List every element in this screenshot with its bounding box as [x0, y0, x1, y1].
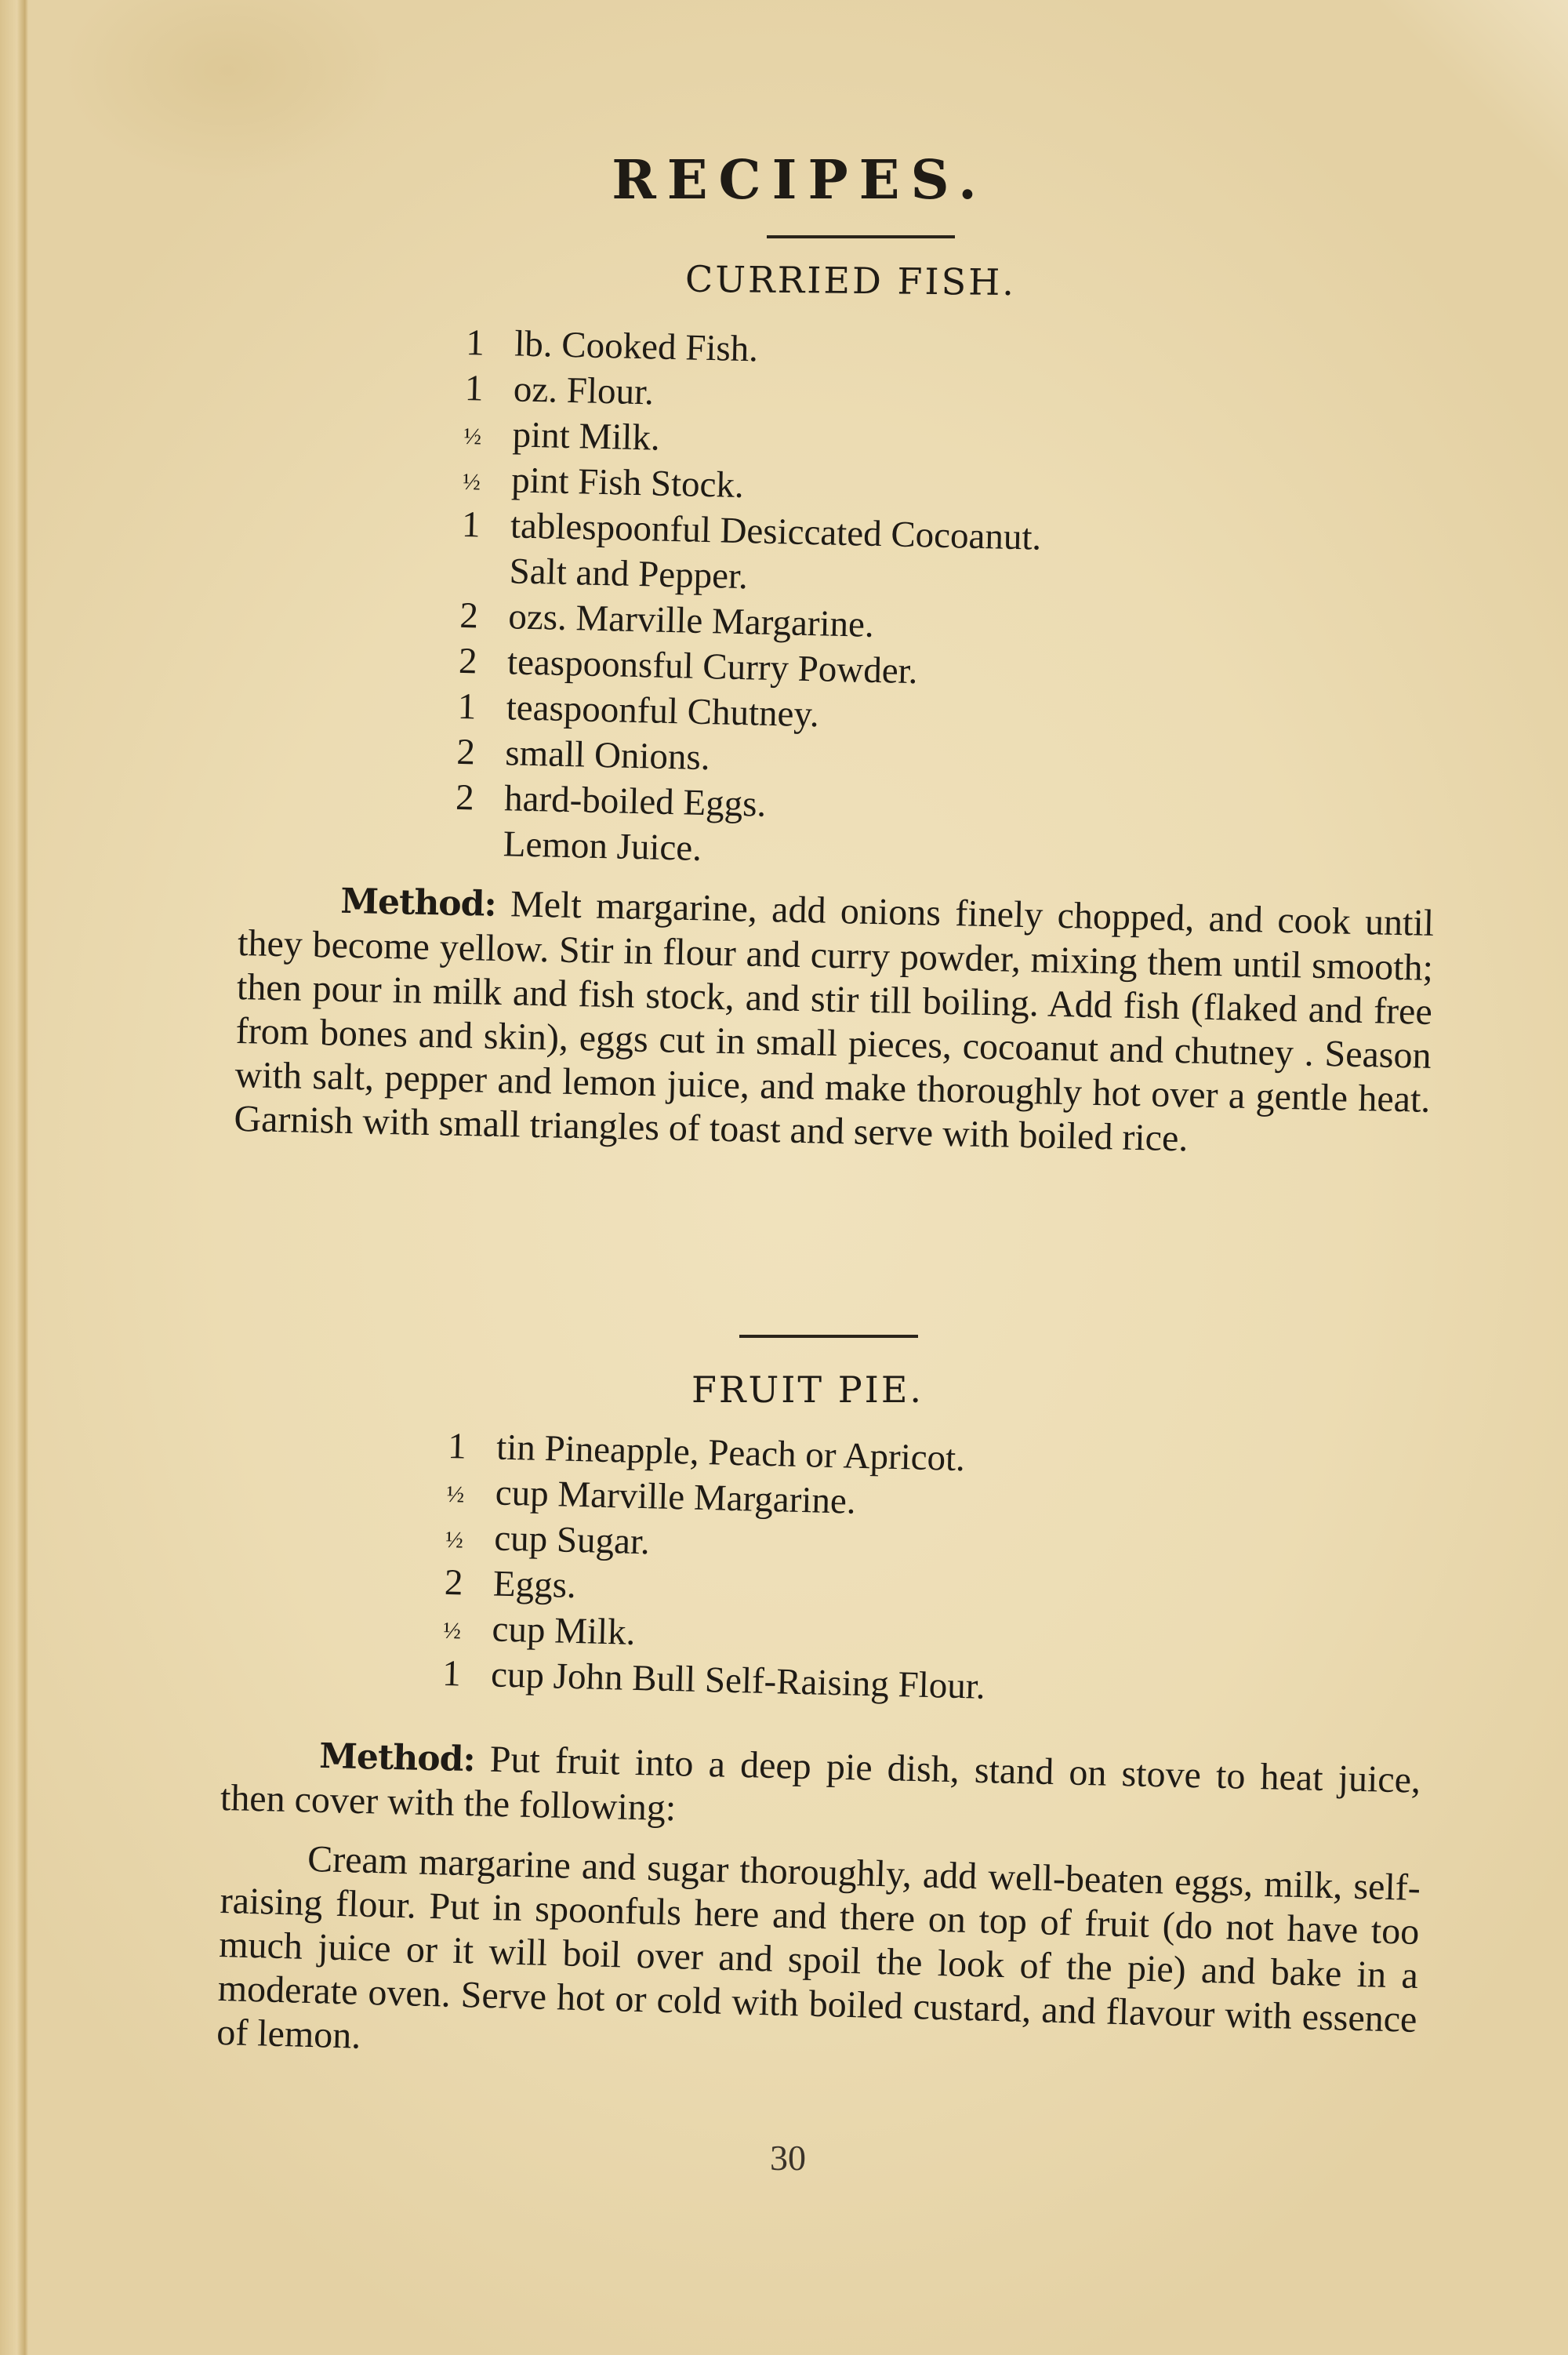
ingredient-text: tablespoonful Desiccated Cocoanut.: [510, 505, 1042, 558]
ingredient-list-fruit-pie: [441, 1423, 991, 1710]
ingredient-text: ozs. Marville Margarine.: [507, 596, 875, 645]
ingredient-text: Eggs.: [492, 1563, 577, 1607]
ingredient-qty: 1: [447, 1425, 467, 1467]
ingredient-text: Salt and Pepper.: [509, 551, 749, 598]
ingredient-list-curried-fish: [454, 320, 1046, 879]
ingredient-text: tin Pineapple, Peach or Apricot.: [495, 1426, 966, 1480]
ingredient-qty: ½: [443, 1617, 462, 1645]
ingredient-text: Lemon Juice.: [503, 823, 702, 869]
recipe-divider: [739, 1335, 918, 1338]
ingredient-qty: ½: [445, 1526, 464, 1554]
method-paragraph-curried-fish: [234, 877, 1435, 1166]
ingredient-qty: 1: [465, 322, 485, 364]
ingredient-text: pint Milk.: [512, 414, 661, 459]
ingredient-qty: [455, 855, 503, 856]
ingredient-text: small Onions.: [504, 732, 711, 779]
ingredient-text: cup Sugar.: [493, 1517, 651, 1563]
ingredient-qty: 1: [441, 1652, 462, 1695]
ingredient-text: cup Milk.: [491, 1608, 636, 1653]
ingredient-text: lb. Cooked Fish.: [514, 323, 759, 370]
ingredient-qty: [460, 582, 509, 583]
page-corner-fold: [1333, 0, 1568, 251]
method-label: Method:: [339, 881, 497, 925]
method-paragraph-fruit-pie: [220, 1732, 1421, 1848]
title-divider: [767, 235, 955, 238]
recipe-title-fruit-pie: FRUIT PIE.: [691, 1368, 924, 1411]
ingredient-text: pint Fish Stock.: [510, 460, 745, 507]
ingredient-qty: 2: [455, 776, 475, 819]
ingredient-text: cup John Bull Self-Raising Flour.: [490, 1654, 986, 1707]
ingredient-text: oz. Flour.: [513, 369, 655, 413]
recipe-title-curried-fish: CURRIED FISH.: [684, 257, 1017, 304]
ingredient-text: hard-boiled Eggs.: [503, 778, 767, 825]
ingredient-qty: 2: [458, 640, 478, 682]
ingredient-qty: 2: [456, 731, 476, 773]
ingredient-qty: 1: [461, 503, 481, 546]
ingredient-text: cup Marville Margarine.: [495, 1472, 857, 1522]
ingredient-qty: 2: [459, 594, 479, 637]
ingredient-text: teaspoonsful Curry Powder.: [506, 641, 919, 692]
page-title: RECIPES.: [612, 149, 988, 212]
ingredient-text: teaspoonful Chutney.: [506, 687, 820, 736]
ingredient-qty: ½: [462, 468, 481, 496]
ingredient-qty: 2: [444, 1561, 464, 1604]
method-text: Melt margarine, add onions finely chopped, and cook until they become yellow. Stir in flour and curry powder, mixing them until smooth; then pour in milk and fish stock, and stir till boiling. Add fish (flaked and free from bones and skin), eggs cut in small pieces, cocoanut and chutney . Season with salt, pepper and lemon juice, and make thoroughly hot over a gentle heat. Garnish with small triangles of toast and serve with boiled rice.: [233, 882, 1435, 1160]
method-text: Put fruit into a deep pie dish, stand on stove to heat juice, then cover with the following:: [220, 1738, 1421, 1830]
method-label: Method:: [318, 1735, 476, 1780]
ingredient-qty: ½: [446, 1481, 465, 1508]
ingredient-qty: 1: [457, 685, 477, 728]
page-number: 30: [770, 2138, 806, 2178]
method-paragraph-fruit-pie-continued: Cream margarine and sugar thoroughly, add well-beaten eggs, milk, self-raising flour. Put in spoonfuls here and there on top of fruit (do not have too much juice or it will boil over and spoil the look of the pie) and bake in a moderate oven. Serve hot or cold with boiled custard, and flavour with essence of lemon.: [216, 1837, 1421, 2057]
ingredient-qty: 1: [464, 367, 485, 409]
binding-edge: [0, 0, 28, 2355]
ingredient-qty: ½: [463, 423, 482, 450]
